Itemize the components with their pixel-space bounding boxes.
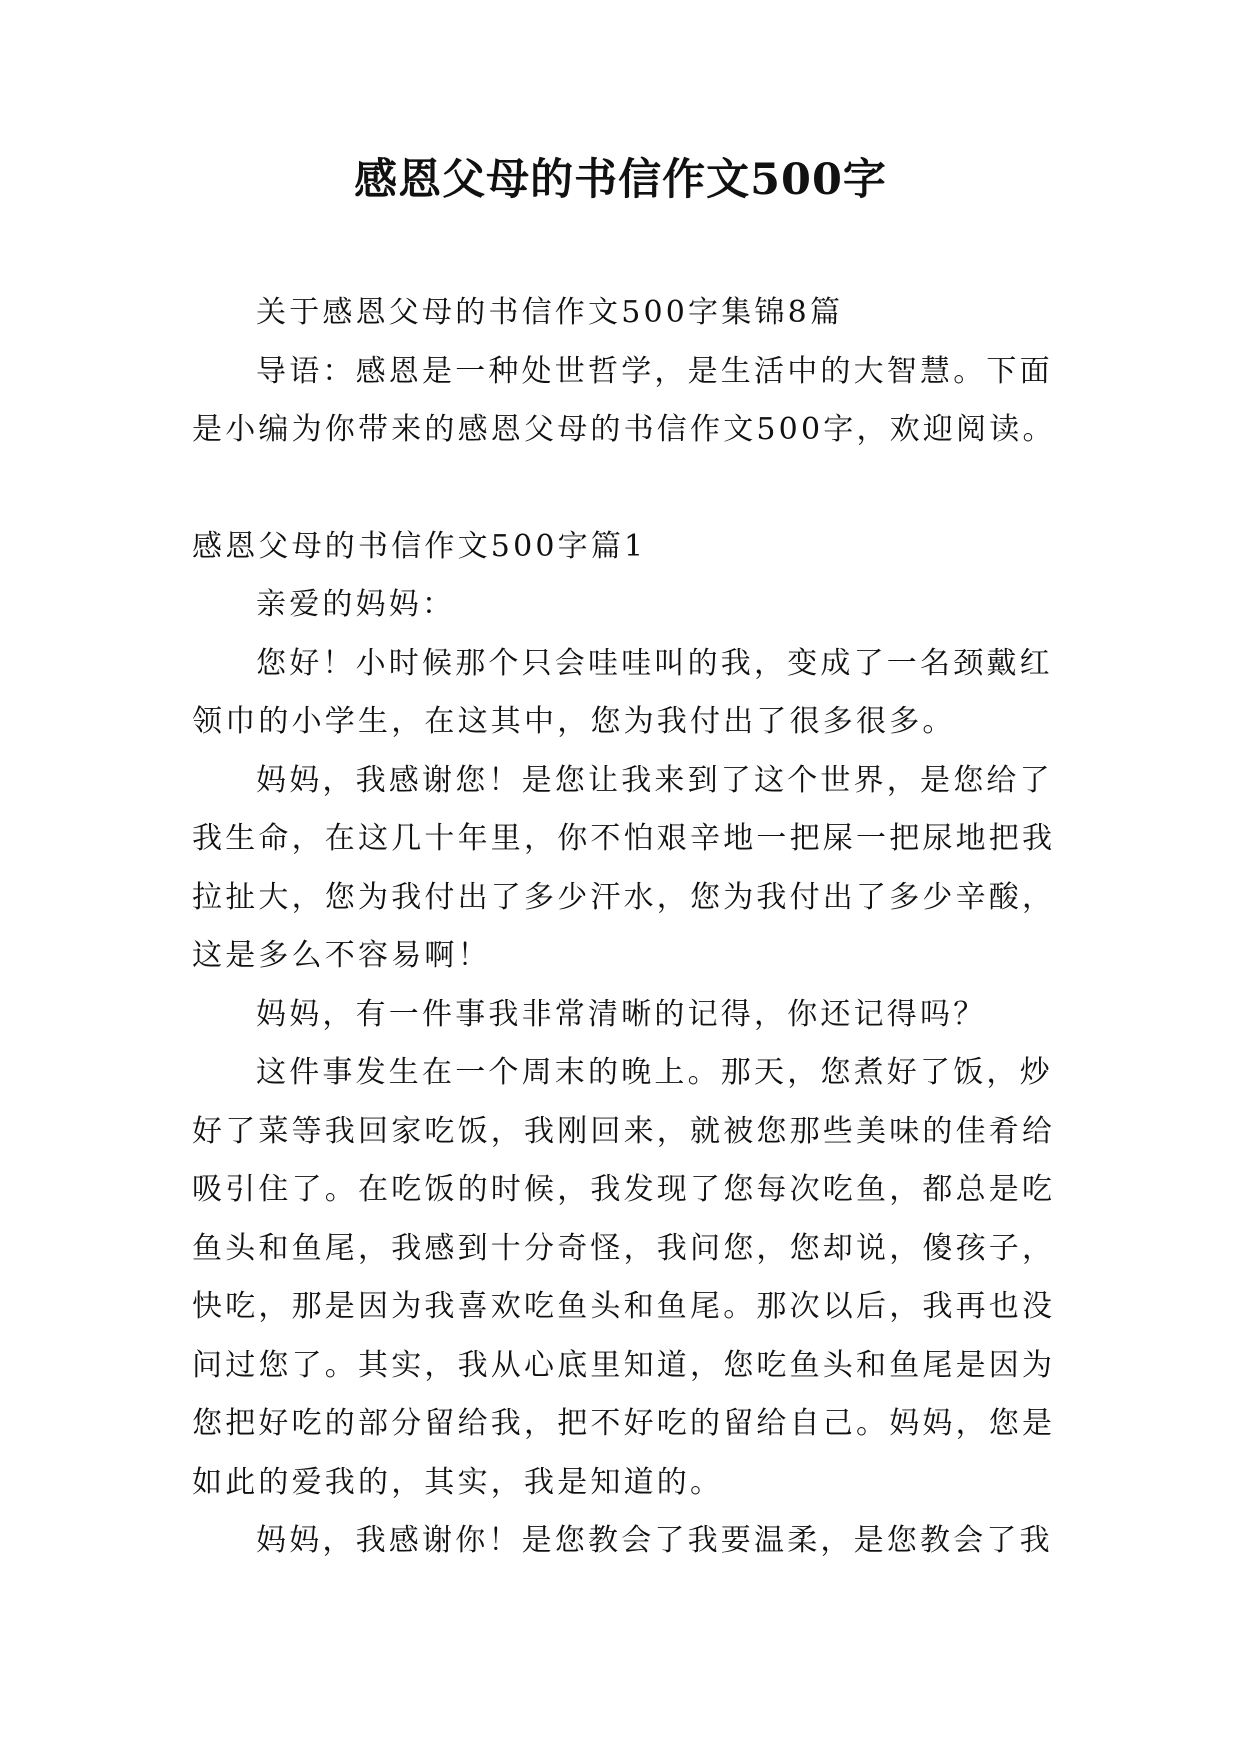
paragraph-intro: 导语：感恩是一种处世哲学，是生活中的大智慧。下面是小编为你带来的感恩父母的书信作文500字，欢迎阅读。 [192, 353, 1056, 447]
paragraph-greeting: 您好！小时候那个只会哇哇叫的我，变成了一名颈戴红领巾的小学生，在这其中，您为我付出了很多很多。 [192, 645, 1053, 739]
paragraph-closing: 妈妈，我感谢你！是您教会了我要温柔，是您教会了我 [256, 1523, 1053, 1558]
paragraph-question: 妈妈，有一件事我非常清晰的记得，你还记得吗？ [256, 996, 987, 1032]
document-title: 感恩父母的书信作文500字 [354, 155, 887, 205]
paragraph-story: 这件事发生在一个周末的晚上。那天，您煮好了饭，炒好了菜等我回家吃饭，我刚回来，就被您那些美味的佳肴给吸引住了。在吃饭的时候，我发现了您每次吃鱼，都总是吃鱼头和鱼尾，我感到十分奇怪，我问您，您却说，傻孩子，快吃，那是因为我喜欢吃鱼头和鱼尾。那次以后，我再也没问过您了。其实，我从心底里知道，您吃鱼头和鱼尾是因为您把好吃的部分留给我，把不好吃的留给自己。妈妈，您是如此的爱我的，其实，我是知道的。 [192, 1055, 1056, 1500]
document-body [192, 284, 1062, 1571]
paragraph-subtitle: 关于感恩父母的书信作文500字集锦8篇 [256, 295, 844, 330]
section-heading: 感恩父母的书信作文500字篇1 [192, 528, 647, 564]
paragraph-thanks: 妈妈，我感谢您！是您让我来到了这个世界，是您给了我生命，在这几十年里，你不怕艰辛地一把屎一把尿地把我拉扯大，您为我付出了多少汗水，您为我付出了多少辛酸，这是多么不容易啊！ [192, 762, 1056, 973]
paragraph-salutation: 亲爱的妈妈： [256, 587, 456, 622]
